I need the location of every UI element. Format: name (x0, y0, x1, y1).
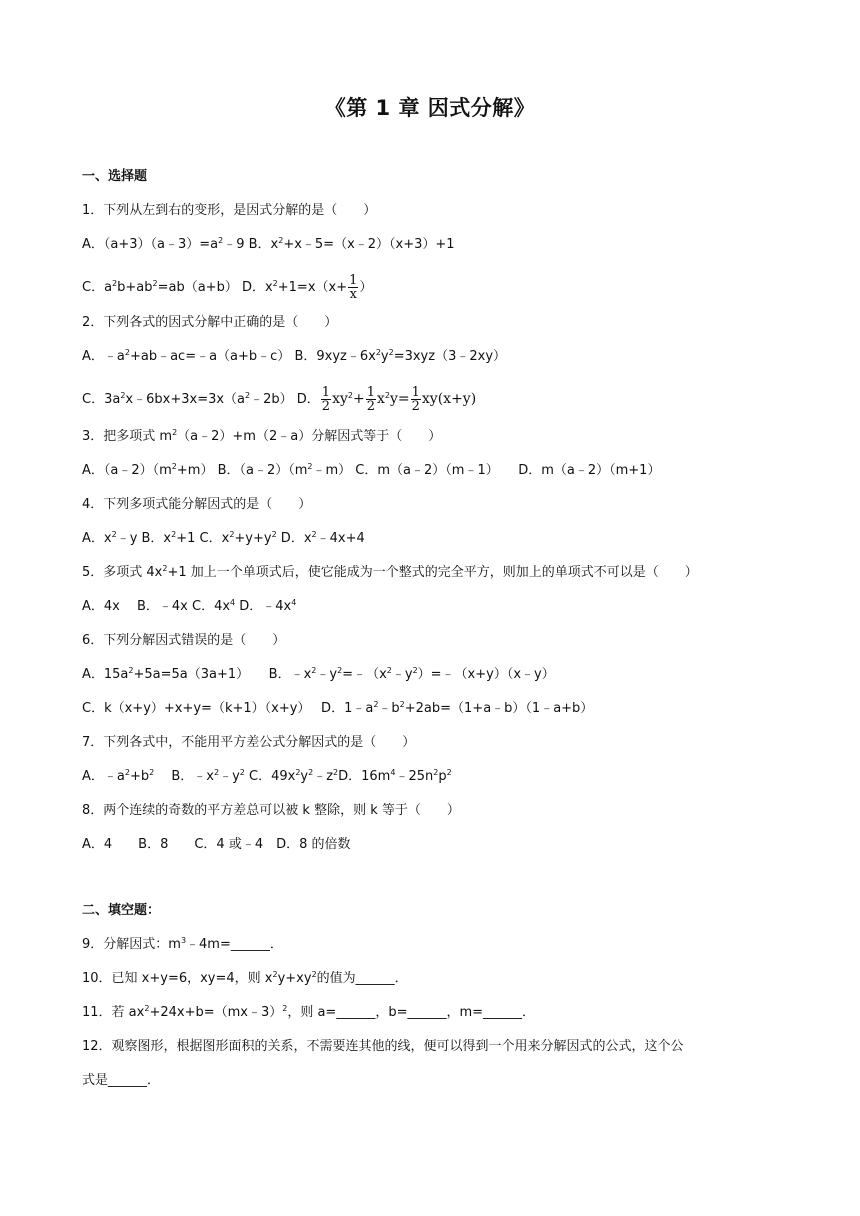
fraction-one-over-x: $\frac{1}{x}$ (349, 273, 358, 302)
question-7-options: A．$﹣a^2+b^2$ B．$﹣x^2﹣y^2$ C．$49x^2y^2﹣z^2D$．$16m^4﹣25n^2p^2$ (82, 768, 452, 784)
page-title: 《第 1 章 因式分解》 (324, 96, 536, 120)
section-choice-heading: 一、选择题 (82, 169, 148, 184)
question-11: 11．若 $ax^2+24x+b=(mx﹣3)^2$，则 a=______，b=______，m=______． (82, 1004, 536, 1020)
section-fill-heading: 二、填空题： (82, 903, 161, 918)
question-12-line-1: 12．观察图形，根据图形面积的关系，不需要连其他的线，便可以得到一个用来分解因式的公式，这个公 (82, 1039, 684, 1054)
question-6-options-ab: A．$15a^2+5a=5a(3a+1)$ B．$﹣x^2﹣y^2=﹣(x^2﹣y^2)=﹣(x+y)(x﹣y)$ (82, 666, 555, 682)
question-6-options-cd: C．k（x+y）+x+y=（k+1）（x+y） D．$1﹣a^2﹣b^2+2ab=(1+a﹣b)(1﹣a+b)$ (82, 700, 594, 716)
question-4-stem: 4．下列多项式能分解因式的是（ ） (82, 497, 312, 512)
question-1-options-ab: A．$(a+3)(a﹣3)=a^2﹣9$ B．$x^2+x﹣5=(x﹣2)(x+3)+1$ (82, 236, 455, 252)
question-2-stem: 2．下列各式的因式分解中正确的是（ ） (82, 315, 338, 330)
question-3-stem: 3．把多项式 $m^2(a﹣2)+m(2﹣a)$分解因式等于（ ） (82, 428, 442, 444)
question-4-options: A．$x^2﹣y$ B．$x^2+1$ C．$x^2+y+y^2$ D．$x^2﹣4x+4$ (82, 530, 365, 546)
question-8-options: A．4 B．8 C．4 或﹣4 D．8 的倍数 (82, 837, 351, 852)
question-9: 9．分解因式：$m^3﹣4m=\_\_\_\_\_\_$． (82, 936, 283, 952)
question-8-stem: 8．两个连续的奇数的平方差总可以被 k 整除，则 k 等于（ ） (82, 803, 460, 818)
question-3-options: A．$(a﹣2)(m^2+m)$ B．$(a﹣2)(m^2﹣m)$ C．m（a﹣2）（m﹣1） D．m（a﹣2）（m+1） (82, 462, 661, 478)
question-5-stem: 5．多项式 $4x^2+1$ 加上一个单项式后，使它能成为一个整式的完全平方，则加上的单项式不可以是（ ） (82, 564, 698, 580)
question-2-options-ab: A．$﹣a^2+ab﹣ac=﹣a(a+b﹣c)$ B．$9xyz﹣6x^2y^2=3xyz(3﹣2xy)$ (82, 348, 507, 364)
question-12-line-2: 式是______． (82, 1073, 161, 1088)
question-10: 10．已知 x+y=6，xy=4，则 $x^2y+xy^2$的值为______． (82, 970, 408, 986)
question-6-stem: 6．下列分解因式错误的是（ ） (82, 633, 286, 648)
question-1-stem: 1．下列从左到右的变形，是因式分解的是（ ） (82, 203, 377, 218)
question-5-options: A．4x B．﹣4x C．$4x^4$ D．$﹣4x^4$ (82, 598, 297, 614)
question-1-options-cd: C．$a^2b+ab^2=ab(a+b)$ D．$x^2+1=x(x+$ $\frac{1}{x}$ ） (82, 273, 373, 302)
question-2-options-cd: C．$3a^2x﹣6bx+3x=3x(a^2﹣2b)$ D． $\frac{1}{2}$ $xy^2+$ $\frac{1}{2}$ $x^2y=$ $\frac{1}{2}$ xy(x+y) (82, 385, 477, 414)
question-7-stem: 7．下列各式中，不能用平方差公式分解因式的是（ ） (82, 735, 416, 750)
